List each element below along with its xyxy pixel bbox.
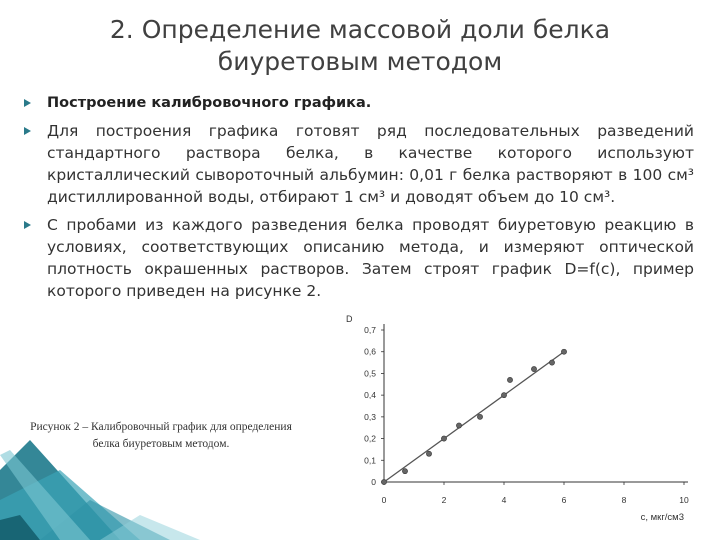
chart-ticks <box>364 325 689 505</box>
x-tick-label: 10 <box>679 495 689 505</box>
triangle-bullet-icon <box>24 127 31 135</box>
bullet-list <box>22 92 694 308</box>
teal-stripe-shapes <box>0 440 200 540</box>
data-point <box>477 414 482 419</box>
data-point <box>549 360 554 365</box>
y-tick-label: 0,2 <box>364 433 376 444</box>
x-tick-label: 8 <box>621 495 627 505</box>
bullet-text-3: С пробами из каждого разведения белка проводят биуретовую реакцию в условиях, соответствующих описанию метода, и измеряют оптической плотность окрашенных растворов. Затем строят график D=f(c), пример которого приведен на рисунке 2. <box>47 216 694 300</box>
y-tick-label: 0,1 <box>364 455 376 466</box>
y-tick-label: 0,4 <box>364 390 376 401</box>
triangle-bullet-icon <box>24 221 31 229</box>
chart-trendline <box>384 352 564 482</box>
data-point <box>381 479 386 484</box>
bullet-text-2: Для построения графика готовят ряд последовательных разведений стандартного раствора белка, в качестве которого используют кристаллический сывороточный альбумин: 0,01 г белка растворяют в 100 см³ дистиллированной воды, отбирают 1 см³ и доводят объем до 10 см³. <box>47 122 694 206</box>
slide-title-line-2: биуретовым методом <box>217 47 503 76</box>
triangle-bullet-icon <box>24 99 31 107</box>
x-tick-label: 0 <box>381 495 387 505</box>
y-tick-label: 0,3 <box>364 411 376 422</box>
data-point <box>441 436 446 441</box>
x-tick-label: 6 <box>561 495 567 505</box>
y-tick-label: 0,7 <box>364 325 376 335</box>
x-tick-label: 2 <box>441 495 447 505</box>
bullet-text-1: Построение калибровочного графика. <box>47 95 372 111</box>
x-tick-label: 4 <box>501 495 507 505</box>
y-axis-label: D <box>346 314 353 324</box>
y-tick-label: 0,5 <box>364 368 376 379</box>
data-point <box>531 366 536 371</box>
data-point <box>561 349 566 354</box>
figure-caption: Рисунок 2 – Калибровочный график для определения белка биуретовым методом. <box>30 421 292 450</box>
data-point <box>402 469 407 474</box>
x-axis-label: с, мкг/см3 <box>640 512 684 523</box>
trendline <box>384 352 564 482</box>
y-tick-label: 0,6 <box>364 346 376 357</box>
data-point <box>426 451 431 456</box>
bullet-item-2 <box>22 120 694 208</box>
bullet-item-3 <box>22 214 694 302</box>
calibration-chart <box>332 314 720 540</box>
bullet-item-1 <box>22 92 694 114</box>
slide-title <box>0 14 720 78</box>
y-tick-label: 0 <box>371 477 376 487</box>
data-point <box>456 423 461 428</box>
data-point <box>501 393 506 398</box>
data-point <box>507 377 512 382</box>
chart-axes <box>384 324 688 482</box>
slide-title-line-1: 2. Определение массовой доли белка <box>109 15 611 44</box>
